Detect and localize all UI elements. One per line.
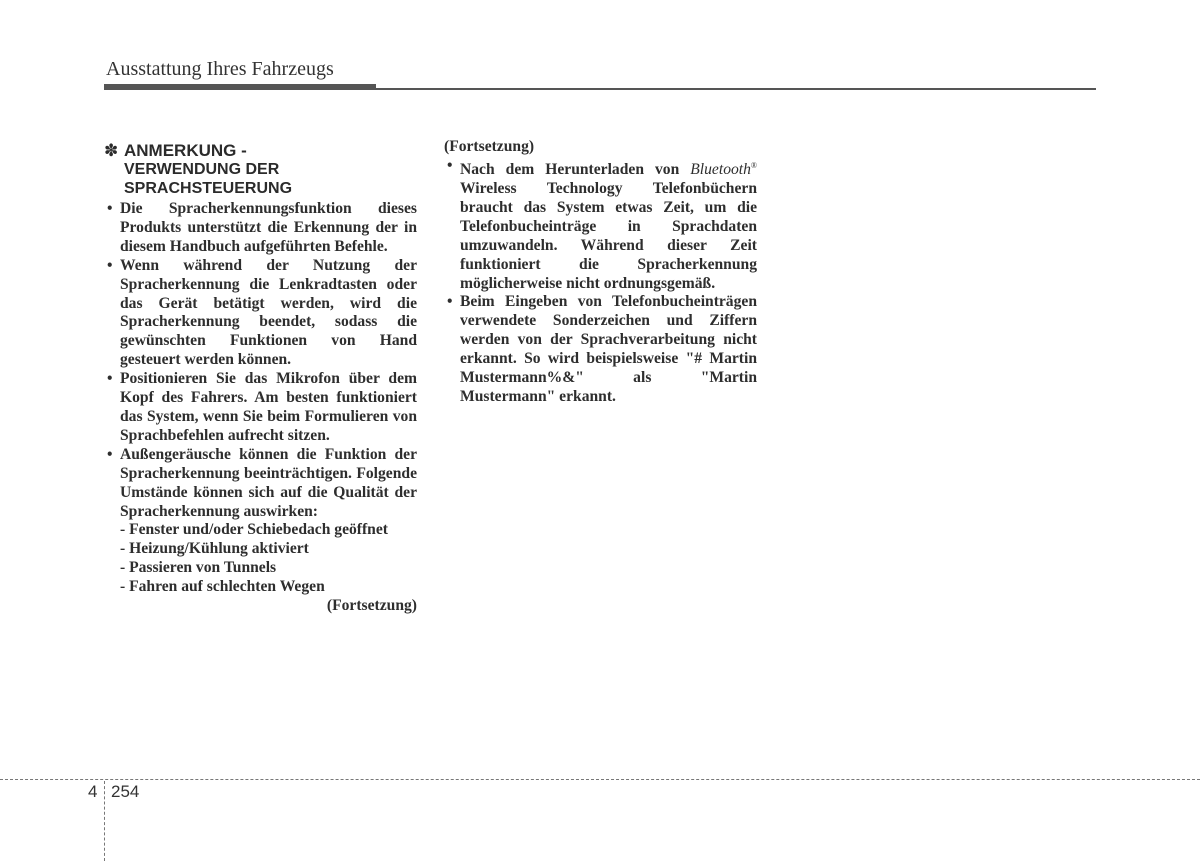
registered-mark: ® (750, 160, 757, 170)
left-bullet-list (104, 200, 417, 616)
left-column (104, 141, 417, 616)
continued-label: (Fortsetzung) (326, 597, 417, 615)
dash-item: - Heizung/Kühlung aktiviert (120, 540, 309, 558)
header-rule (104, 88, 1096, 90)
dash-item: - Fahren auf schlechten Wegen (120, 578, 325, 596)
page-number: 254 (111, 782, 140, 801)
bullet-rest: Wireless Technology Telefonbüchern braucht das System etwas Zeit, um die Telefonbucheinträge in Sprachdaten umzuwandeln. Während dieser Zeit funktioniert die Spracherkennung möglicherweise nicht ordnungsgemäß. (460, 180, 757, 292)
note-heading-subtitle-2: SPRACHSTEUERUNG (124, 180, 293, 197)
note-heading (104, 141, 417, 198)
bullet-item: • Positionieren Sie das Mikrofon über dem Kopf des Fahrers. Am besten funktioniert das System, wenn Sie beim Formulieren von Sprachbefehlen aufrecht sitzen. (104, 370, 417, 446)
right-column (444, 138, 757, 407)
note-heading-subtitle-1: VERWENDUNG DER (124, 161, 280, 178)
bullet-item: • Außengeräusche können die Funktion der Spracherkennung beeinträchtigen. Folgende Umstände können sich auf die Qualität der Spracherkennung auswirken: (104, 446, 417, 522)
continued-from-label: (Fortsetzung) (444, 138, 535, 155)
footer-margin-line (104, 781, 105, 861)
bullet-item-bluetooth (444, 157, 757, 294)
footer-divider (0, 779, 1200, 780)
dash-item: - Passieren von Tunnels (120, 559, 277, 577)
bullet-item: • Die Spracherkennungsfunktion dieses Produkts unterstützt die Erkennung der in diesem Handbuch aufgeführten Befehle. (104, 200, 417, 257)
bullet-item: • Wenn während der Nutzung der Spracherkennung die Lenkradtasten oder das Gerät betätigt werden, wird die Spracherkennung beendet, sodass die gewünschten Funktionen von Hand gesteuert werden können. (104, 257, 417, 370)
dash-item: - Fenster und/oder Schiebedach geöffnet (120, 521, 388, 539)
chapter-number: 4 (88, 782, 98, 801)
note-heading-title: ANMERKUNG - (124, 141, 247, 160)
note-star-icon: ✽ (104, 141, 119, 160)
bullet-prefix: Nach dem Herunterladen von (460, 161, 680, 179)
section-title: Ausstattung Ihres Fahrzeugs (106, 58, 334, 80)
bluetooth-brand: Bluetooth (690, 161, 751, 179)
bullet-item: • Beim Eingeben von Telefonbucheinträgen verwendete Sonderzeichen und Ziffern werden von der Sprachverarbeitung nicht erkannt. So wird beispielsweise "# Martin Mustermann%&" als "Martin Mustermann" erkannt. (444, 293, 757, 406)
